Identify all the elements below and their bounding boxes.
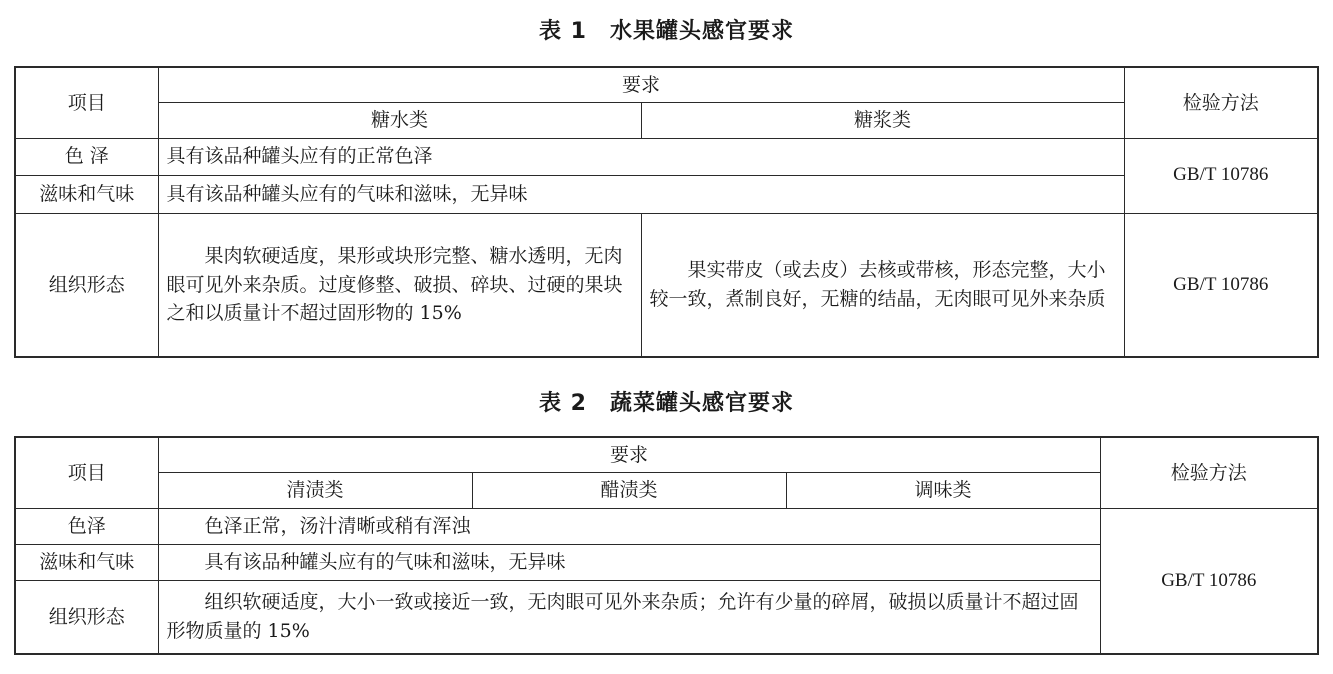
table2-row-color-text: 色泽正常，汤汁清晰或稍有浑浊 (158, 508, 1100, 544)
table1-header-row (15, 67, 1318, 102)
table-row (15, 138, 1318, 175)
table2-header-row (15, 437, 1318, 472)
table1-subheader-row (15, 102, 1318, 138)
table2-subheader-vinegar-pickled: 醋渍类 (472, 472, 786, 508)
table1-fruit-canned-sensory (14, 66, 1319, 358)
table2-header-item: 项目 (15, 437, 158, 508)
table1-row-color-label: 色 泽 (15, 138, 158, 175)
table2-row-texture-label: 组织形态 (15, 580, 158, 654)
table1-subheader-syrup-water: 糖水类 (158, 102, 641, 138)
table1-row-texture-text-syrup-water: 果肉软硬适度，果形或块形完整、糖水透明，无肉眼可见外来杂质。过度修整、破损、碎块、过硬的果块之和以质量计不超过固形物的 15% (158, 213, 641, 357)
table1-method-cell: GB/T 10786 (1124, 138, 1318, 213)
table1-method-cell-texture: GB/T 10786 (1124, 213, 1318, 357)
table-row (15, 508, 1318, 544)
table2-subheader-clear-pickled: 清渍类 (158, 472, 472, 508)
table2-header-requirement: 要求 (158, 437, 1100, 472)
table1-row-taste-label: 滋味和气味 (15, 175, 158, 213)
table1-row-texture-label: 组织形态 (15, 213, 158, 357)
table1-row-texture-text-syrup: 果实带皮（或去皮）去核或带核，形态完整，大小较一致，煮制良好，无糖的结晶，无肉眼可见外来杂质 (641, 213, 1124, 357)
table1-row-taste-text: 具有该品种罐头应有的气味和滋味，无异味 (158, 175, 1124, 213)
table2-row-taste-label: 滋味和气味 (15, 544, 158, 580)
table1-header-requirement: 要求 (158, 67, 1124, 102)
table1-subheader-syrup: 糖浆类 (641, 102, 1124, 138)
table-row (15, 213, 1318, 357)
table2-subheader-seasoned: 调味类 (786, 472, 1100, 508)
table2-vegetable-canned-sensory (14, 436, 1319, 655)
table2-row-texture-text: 组织软硬适度，大小一致或接近一致，无肉眼可见外来杂质；允许有少量的碎屑，破损以质量计不超过固形物质量的 15% (158, 580, 1100, 654)
table2-caption: 表 2 蔬菜罐头感官要求 (539, 391, 794, 416)
table1-header-method: 检验方法 (1124, 67, 1318, 138)
table-row (15, 175, 1318, 213)
table2-row-taste-text: 具有该品种罐头应有的气味和滋味，无异味 (158, 544, 1100, 580)
table2-method-cell: GB/T 10786 (1100, 508, 1318, 654)
table1-caption: 表 1 水果罐头感官要求 (539, 19, 794, 44)
table2-row-color-label: 色泽 (15, 508, 158, 544)
table1-row-color-text: 具有该品种罐头应有的正常色泽 (158, 138, 1124, 175)
table2-header-method: 检验方法 (1100, 437, 1318, 508)
table1-header-item: 项目 (15, 67, 158, 138)
